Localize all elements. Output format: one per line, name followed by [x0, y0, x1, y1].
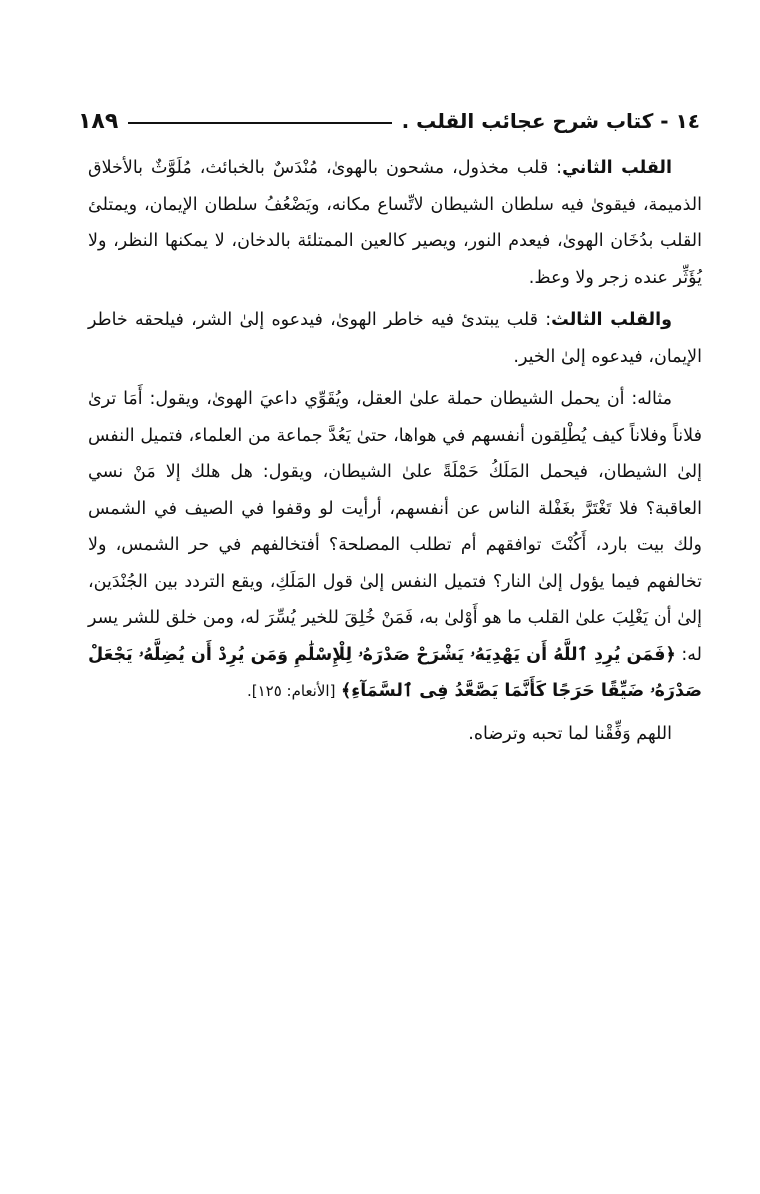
paragraph-text: : قلب مخذول، مشحون بالهوىٰ، مُنْدَسٌ بالخبائث، مُلَوَّثٌ بالأخلاق الذميمة، فيقوىٰ فيه سلطان الشيطان لاتِّساع مكانه، ويَضْعُفُ سلطان الإيمان، ويمتلئ القلب بدُخَان الهوىٰ، فيعدم النور، ويصير كالعين الممتلئة بالدخان، لا يمكنها النظر، ولا يُؤَثِّر عنده زجر ولا وعظ.: [88, 158, 702, 288]
quran-verse: ﴿فَمَن يُرِدِ ٱللَّهُ أَن يَهْدِيَهُۥ يَشْرَحْ صَدْرَهُۥ لِلْإِسْلَٰمِ وَمَن يُرِدْ أَن يُضِلَّهُۥ يَجْعَلْ صَدْرَهُۥ ضَيِّقًا حَرَجًا كَأَنَّمَا يَصَّعَّدُ فِى ٱلسَّمَآءِ﴾: [88, 644, 702, 701]
paragraph-lead: والقلب الثالث: [551, 310, 673, 330]
page-number: ١٨٩: [78, 108, 119, 134]
paragraph-example: [88, 381, 702, 710]
verse-reference: [الأنعام: ١٢٥].: [246, 682, 336, 700]
chapter-title: ١٤ - كتاب شرح عجائب القلب .: [401, 109, 700, 133]
paragraph-lead: القلب الثاني: [562, 158, 672, 178]
running-header: [78, 106, 700, 136]
paragraph-text: مثاله: أن يحمل الشيطان حملة علىٰ العقل، ويُقَوِّي داعيَ الهوىٰ، ويقول: أَمَا ترىٰ فلاناً وفلاناً كيف يُطْلِقون أنفسهم في هواها، حتىٰ يَعُدَّ جماعة من العلماء، فتميل النفس إلىٰ الشيطان، فيحمل المَلَكُ حَمْلَةً علىٰ الشيطان، ويقول: هل هلك إلا مَنْ نسي العاقبة؟ فلا تَغْتَرَّ بغَفْلة الناس عن أنفسهم، أرأيت لو وقفوا في الصيف في الشمس ولك بيت بارد، أَكُنْتَ توافقهم أم تطلب المصلحة؟ أفتخالفهم في حر الشمس، ولا تخالفهم فيما يؤول إلىٰ النار؟ فتميل النفس إلىٰ قول المَلَكِ، ويقع التردد بين الجُنْدَين، إلىٰ أن يَغْلِبَ علىٰ القلب ما هو أَوْلىٰ به، فَمَنْ خُلِقَ للخير يُسِّرَ له، ومن خلق للشر يسر له:: [88, 389, 702, 665]
paragraph-third-heart: [88, 302, 702, 375]
body-text: [88, 150, 702, 758]
paragraph-text: : قلب يبتدئ فيه خاطر الهوىٰ، فيدعوه إلىٰ الشر، فيلحقه خاطر الإيمان، فيدعوه إلىٰ الخير.: [88, 310, 702, 367]
header-rule: [128, 122, 391, 124]
closing-prayer: اللهم وَفِّقْنا لما تحبه وترضاه.: [468, 723, 672, 744]
paragraph-second-heart: [88, 150, 702, 296]
